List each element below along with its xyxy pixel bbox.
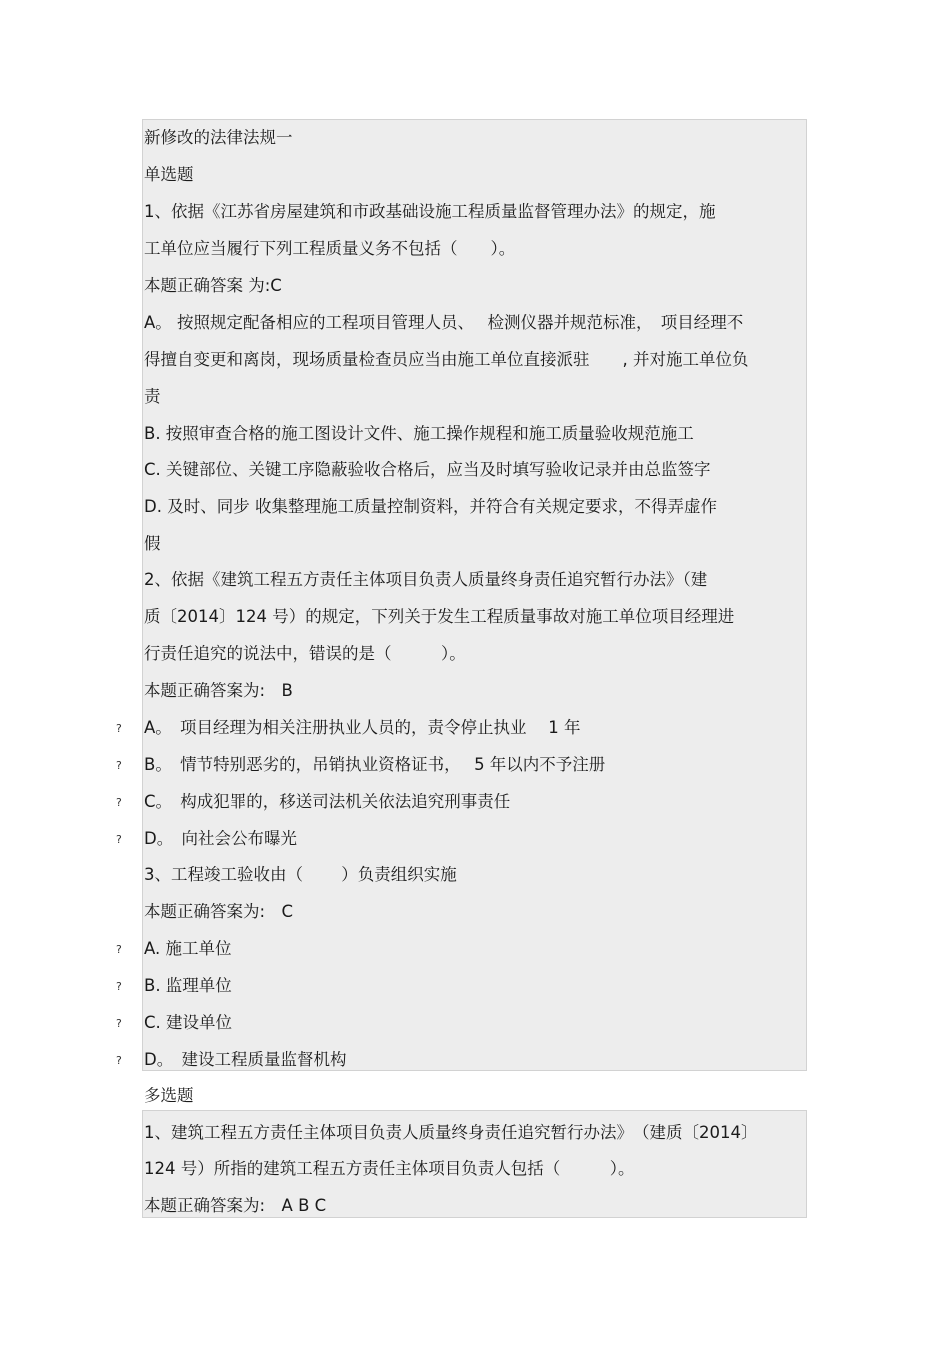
q1-text-line1: 1、依据《江苏省房屋建筑和市政基础设施工程质量监督管理办法》的规定，施 (144, 202, 716, 221)
q1-option-a-line1: A。 按照规定配备相应的工程项目管理人员、 检测仪器并规范标准， 项目经理不 (144, 313, 744, 332)
q1-answer: 本题正确答案 为:C (144, 276, 282, 295)
q2-text-line3: 行责任追究的说法中，错误的是（ ）。 (144, 644, 466, 663)
q2-text-line2: 质〔2014〕124 号）的规定，下列关于发生工程质量事故对施工单位项目经理进 (144, 607, 735, 626)
q1-option-d-line2: 假 (144, 534, 161, 553)
q3-text: 3、工程竣工验收由（ ）负责组织实施 (144, 865, 457, 884)
q2-option-c-bullet: ? (116, 796, 122, 809)
q3-option-c: C. 建设单位 (144, 1013, 233, 1032)
q1-text-line2: 工单位应当履行下列工程质量义务不包括（ ）。 (144, 239, 516, 258)
q1-option-a-line2: 得擅自变更和离岗，现场质量检查员应当由施工单位直接派驻 , 并对施工单位负 (144, 350, 749, 369)
q3-option-d-bullet: ? (116, 1054, 122, 1067)
q3-answer: 本题正确答案为: C (144, 902, 294, 921)
q2-option-c: C。 构成犯罪的，移送司法机关依法追究刑事责任 (144, 792, 511, 811)
doc-title: 新修改的法律法规一 (144, 128, 293, 147)
q2-option-d: D。 向社会公布曝光 (144, 829, 297, 848)
q2-answer: 本题正确答案为: B (144, 681, 293, 700)
section-single-choice: 单选题 (144, 165, 194, 184)
q2-text-line1: 2、依据《建筑工程五方责任主体项目负责人质量终身责任追究暂行办法》（建 (144, 570, 708, 589)
m1-text-line1: 1、建筑工程五方责任主体项目负责人质量终身责任追究暂行办法》 （建质〔2014〕 (144, 1123, 758, 1142)
q1-option-a-line3: 责 (144, 387, 161, 406)
q2-option-d-bullet: ? (116, 833, 122, 846)
m1-answer: 本题正确答案为: A B C (144, 1196, 327, 1215)
q1-option-c: C. 关键部位、关键工序隐蔽验收合格后，应当及时填写验收记录并由总监签字 (144, 460, 711, 479)
single-choice-panel (142, 119, 807, 1071)
q3-option-b-bullet: ? (116, 980, 122, 993)
q1-option-d-line1: D. 及时、同步 收集整理施工质量控制资料，并符合有关规定要求，不得弄虚作 (144, 497, 717, 516)
q3-option-c-bullet: ? (116, 1017, 122, 1030)
q3-option-a: A. 施工单位 (144, 939, 232, 958)
q3-option-a-bullet: ? (116, 943, 122, 956)
section-multi-choice: 多选题 (144, 1086, 194, 1105)
q3-option-b: B. 监理单位 (144, 976, 232, 995)
q2-option-a: A。 项目经理为相关注册执业人员的，责令停止执业 1 年 (144, 718, 581, 737)
q2-option-b-bullet: ? (116, 759, 122, 772)
m1-text-line2: 124 号）所指的建筑工程五方责任主体项目负责人包括（ ）。 (144, 1159, 635, 1178)
q2-option-a-bullet: ? (116, 722, 122, 735)
q3-option-d: D。 建设工程质量监督机构 (144, 1050, 347, 1069)
q2-option-b: B。 情节特别恶劣的，吊销执业资格证书， 5 年以内不予注册 (144, 755, 606, 774)
q1-option-b: B. 按照审查合格的施工图设计文件、施工操作规程和施工质量验收规范施工 (144, 424, 694, 443)
